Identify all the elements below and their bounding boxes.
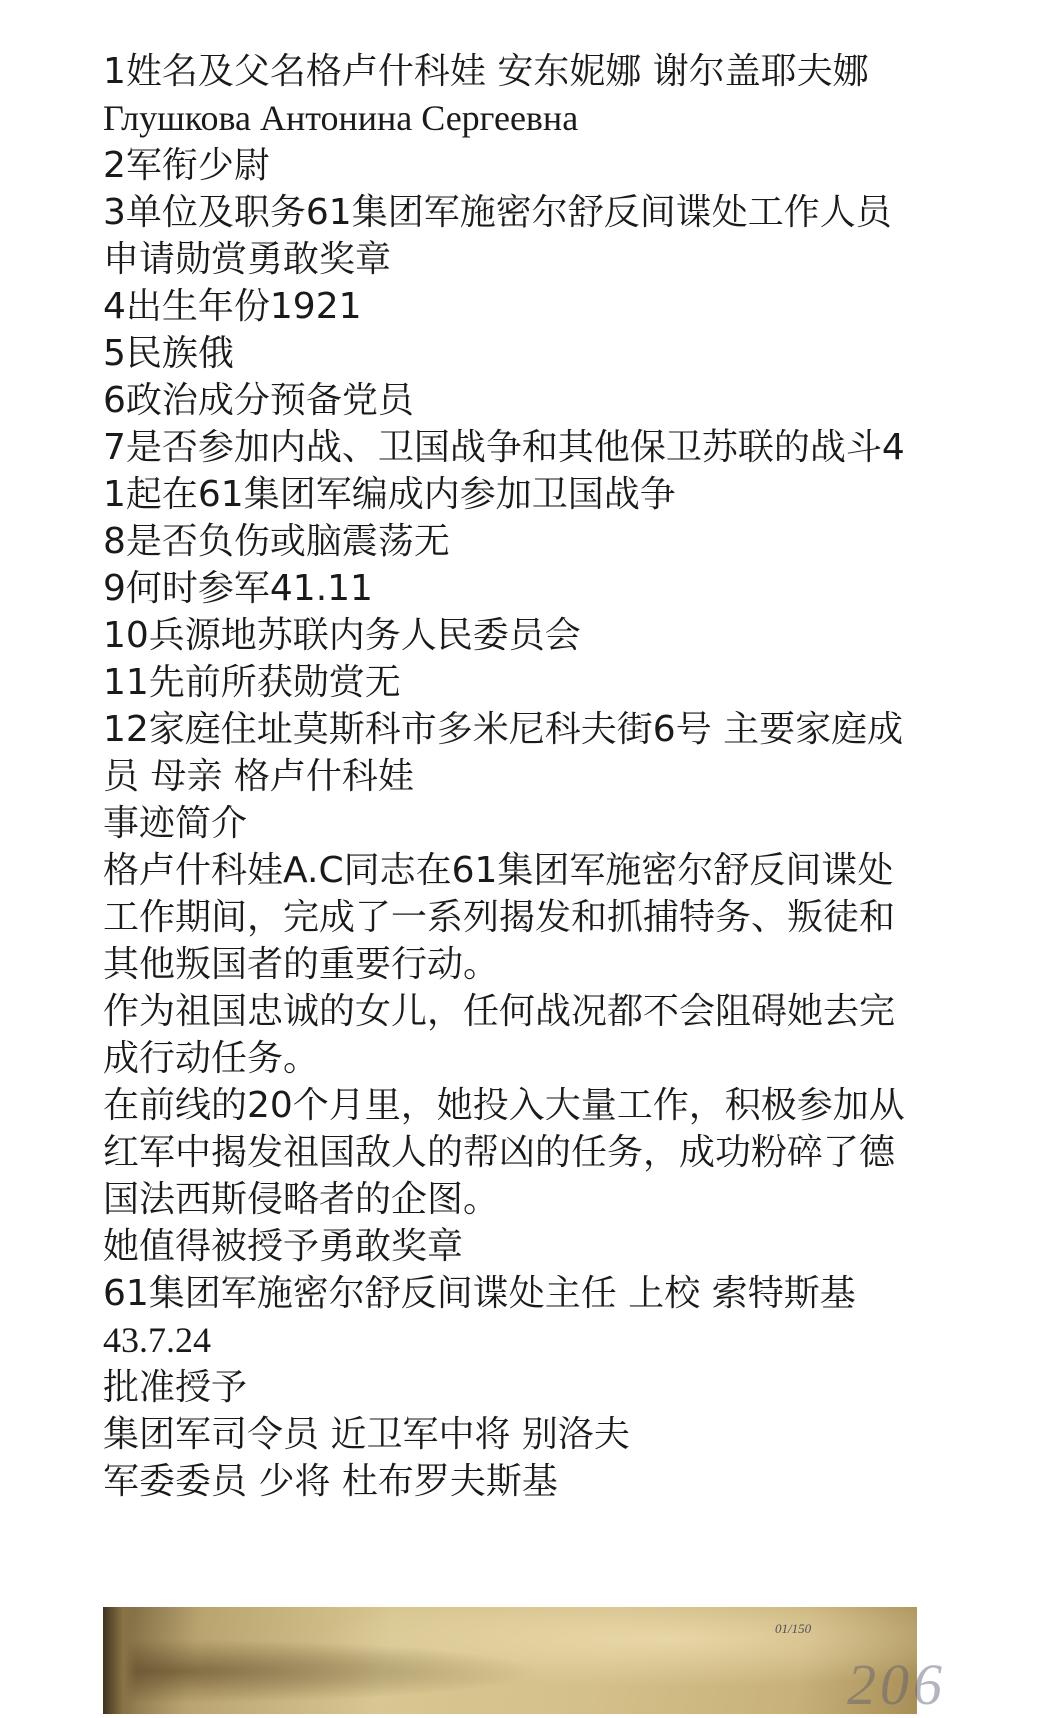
field-1-name: 1姓名及父名格卢什科娃 安东妮娜 谢尔盖耶夫娜 (103, 51, 869, 92)
photo-stamp-number: 01/150 (775, 1621, 812, 1636)
signature-date: 43.7.24 (103, 1320, 211, 1360)
summary-paragraph-2: 作为祖国忠诚的女儿，任何战况都不会阻碍她去完成行动任务。 (103, 991, 896, 1079)
field-6-political-status: 6政治成分预备党员 (103, 380, 414, 421)
field-11-previous-awards: 11先前所获勋赏无 (103, 662, 401, 703)
field-7-war-participation: 7是否参加内战、卫国战争和其他保卫苏联的战斗41起在61集团军编成内参加卫国战争 (103, 427, 905, 515)
summary-paragraph-3: 在前线的20个月里，她投入大量工作，积极参加从红军中揭发祖国敌人的帮凶的任务，成功粉碎了德国法西斯侵略者的企图。 (103, 1085, 905, 1220)
archive-document-photo (103, 1607, 946, 1717)
award-requested: 申请勋赏勇敢奖章 (103, 239, 392, 280)
field-3-unit-position: 3单位及职务61集团军施密尔舒反间谍处工作人员 (103, 192, 892, 233)
name-russian: Глушкова Антонина Сергеевна (103, 98, 579, 138)
field-9-enlistment: 9何时参军41.11 (103, 568, 373, 609)
field-2-rank: 2军衔少尉 (103, 145, 270, 186)
field-12-address-family: 12家庭住址莫斯科市多米尼科夫街6号 主要家庭成员 母亲 格卢什科娃 (103, 709, 904, 797)
field-10-recruitment-source: 10兵源地苏联内务人民委员会 (103, 615, 581, 656)
photo-handwritten-mark: 206 (847, 1652, 946, 1717)
summary-conclusion: 她值得被授予勇敢奖章 (103, 1226, 464, 1267)
field-5-nationality: 5民族俄 (103, 333, 234, 374)
approval-council-member: 军委委员 少将 杜布罗夫斯基 (103, 1461, 558, 1502)
field-4-birth-year: 4出生年份1921 (103, 286, 362, 327)
field-8-wounds: 8是否负伤或脑震荡无 (103, 521, 450, 562)
summary-heading: 事迹简介 (103, 803, 248, 844)
document-text (103, 48, 923, 1505)
approval-heading: 批准授予 (103, 1367, 248, 1408)
photo-page-edge (103, 1607, 137, 1714)
summary-paragraph-1: 格卢什科娃A.C同志在61集团军施密尔舒反间谍处工作期间，完成了一系列揭发和抓捕特务、叛徒和其他叛国者的重要行动。 (103, 850, 896, 985)
signature-chief: 61集团军施密尔舒反间谍处主任 上校 索特斯基 (103, 1273, 856, 1314)
approval-commander: 集团军司令员 近卫军中将 别洛夫 (103, 1414, 630, 1455)
